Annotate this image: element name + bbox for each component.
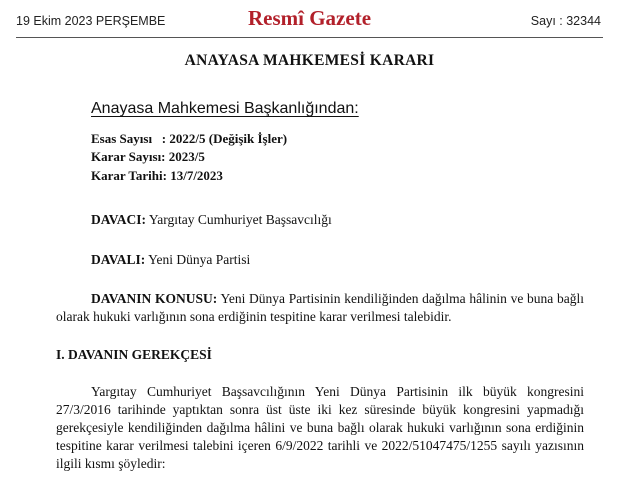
decision-date: Karar Tarihi: 13/7/2023 [91, 168, 223, 183]
decision-number: Karar Sayısı: 2023/5 [91, 149, 205, 164]
defendant-label: DAVALI: [91, 252, 146, 267]
case-number: Esas Sayısı : 2022/5 (Değişik İşler) [91, 131, 288, 146]
header-divider [16, 37, 603, 38]
plaintiff-value: Yargıtay Cumhuriyet Başsavcılığı [148, 212, 332, 227]
plaintiff-label: DAVACI: [91, 212, 147, 227]
plaintiff-line [91, 212, 332, 228]
reason-paragraph [56, 383, 584, 473]
defendant-value: Yeni Dünya Partisi [148, 252, 251, 267]
issue-date: 19 Ekim 2023 PERŞEMBE [16, 14, 166, 28]
reason-text: Yargıtay Cumhuriyet Başsavcılığının Yeni Dünya Partisinin ilk büyük kongresini 27/3/2016 tarihinde yaptıktan sonra üst üste iki kez süresinde büyük kongresini yapmadığı gerekçesiyle kendiliğinden dağılma hâlini ve buna bağlı olarak hukuki varlığının sona erdiğinin tespitine karar verilmesi talebini içeren 6/9/2022 tarihli ve 2022/51047475/1255 sayılı yazısının ilgili kısmı şöyledir: [56, 384, 584, 471]
case-subject-paragraph [56, 290, 584, 326]
issuing-authority: Anayasa Mahkemesi Başkanlığından: [91, 100, 359, 117]
document-title: ANAYASA MAHKEMESİ KARARI [184, 52, 435, 69]
gazette-title: Resmî Gazete [247, 6, 372, 30]
section-heading: I. DAVANIN GEREKÇESİ [56, 347, 212, 362]
defendant-line [91, 252, 250, 268]
subject-label: DAVANIN KONUSU: [91, 291, 218, 306]
issue-number: Sayı : 32344 [530, 14, 601, 28]
subject-text: Yeni Dünya Partisinin kendiliğinden dağılma hâlinin ve buna bağlı olarak hukuki varlığının sona erdiğinin tespitine karar verilmesi talebidir. [56, 291, 584, 324]
